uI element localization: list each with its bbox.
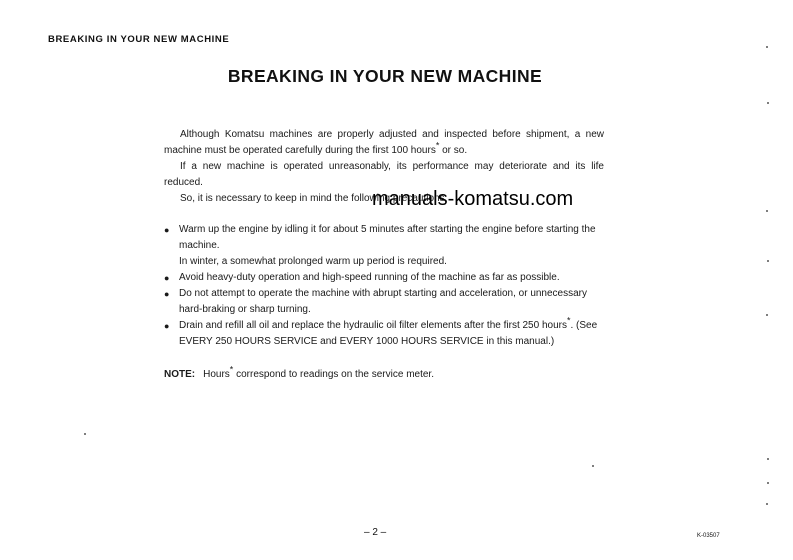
list-item xyxy=(164,315,604,350)
scan-speck xyxy=(766,503,768,505)
page-number: – 2 – xyxy=(364,527,387,538)
scan-speck xyxy=(766,210,768,212)
watermark: manuals-komatsu.com xyxy=(372,188,574,210)
precautions-intro: So, it is necessary to keep in mind the following precautions: xyxy=(180,193,448,204)
scan-speck xyxy=(767,458,769,460)
document-code: K-03507 xyxy=(697,533,720,539)
bullet-text: Avoid heavy-duty operation and high-speed running of the machine as far as possible. xyxy=(179,272,560,283)
note-text-a: Hours xyxy=(203,369,230,380)
note-text-b: correspond to readings on the service meter. xyxy=(233,369,434,380)
intro-tail: or so. xyxy=(439,145,468,156)
list-item xyxy=(164,222,604,270)
bullet-text: Warm up the engine by idling it for about 5 minutes after starting the engine before starting the machine. xyxy=(179,224,596,251)
scan-speck xyxy=(766,46,768,48)
scan-speck xyxy=(592,465,594,467)
bullet-text-b: . (See EVERY 250 HOURS SERVICE and EVERY 1000 HOURS SERVICE in this manual.) xyxy=(179,320,598,347)
bullet-icon: ● xyxy=(164,273,170,283)
note-label: NOTE: xyxy=(164,369,196,380)
asterisk-mark: * xyxy=(229,364,234,375)
bullet-subtext: In winter, a somewhat prolonged warm up period is required. xyxy=(179,256,447,267)
note xyxy=(164,364,604,383)
scan-speck xyxy=(767,482,769,484)
scan-speck xyxy=(767,260,769,262)
bullet-text xyxy=(179,315,604,350)
scan-speck xyxy=(766,314,768,316)
bullet-icon: ● xyxy=(164,225,170,235)
body-text xyxy=(164,127,604,383)
bullet-text-a: Drain and refill all oil and replace the hydraulic oil filter elements after the first 250 hours xyxy=(179,320,567,331)
list-item xyxy=(164,286,604,318)
bullet-icon: ● xyxy=(164,321,170,331)
warning-paragraph: If a new machine is operated unreasonably, its performance may deteriorate and its life reduced. xyxy=(164,161,604,188)
precautions-list xyxy=(164,222,604,350)
scan-speck xyxy=(84,433,86,435)
scan-speck xyxy=(767,102,769,104)
asterisk-mark: * xyxy=(566,315,571,326)
asterisk-mark: * xyxy=(435,140,440,151)
page-title: BREAKING IN YOUR NEW MACHINE xyxy=(227,66,543,86)
intro-text: Although Komatsu machines are properly adjusted and inspected before shipment, a new machine must be operated carefully during the first 100 hours xyxy=(164,129,604,156)
list-item xyxy=(164,270,604,286)
bullet-text: Do not attempt to operate the machine with abrupt starting and acceleration, or unnecessary hard-braking or sharp turning. xyxy=(179,288,588,315)
bullet-icon: ● xyxy=(164,289,170,299)
intro-paragraph xyxy=(164,127,604,159)
running-header: BREAKING IN YOUR NEW MACHINE xyxy=(48,34,230,45)
